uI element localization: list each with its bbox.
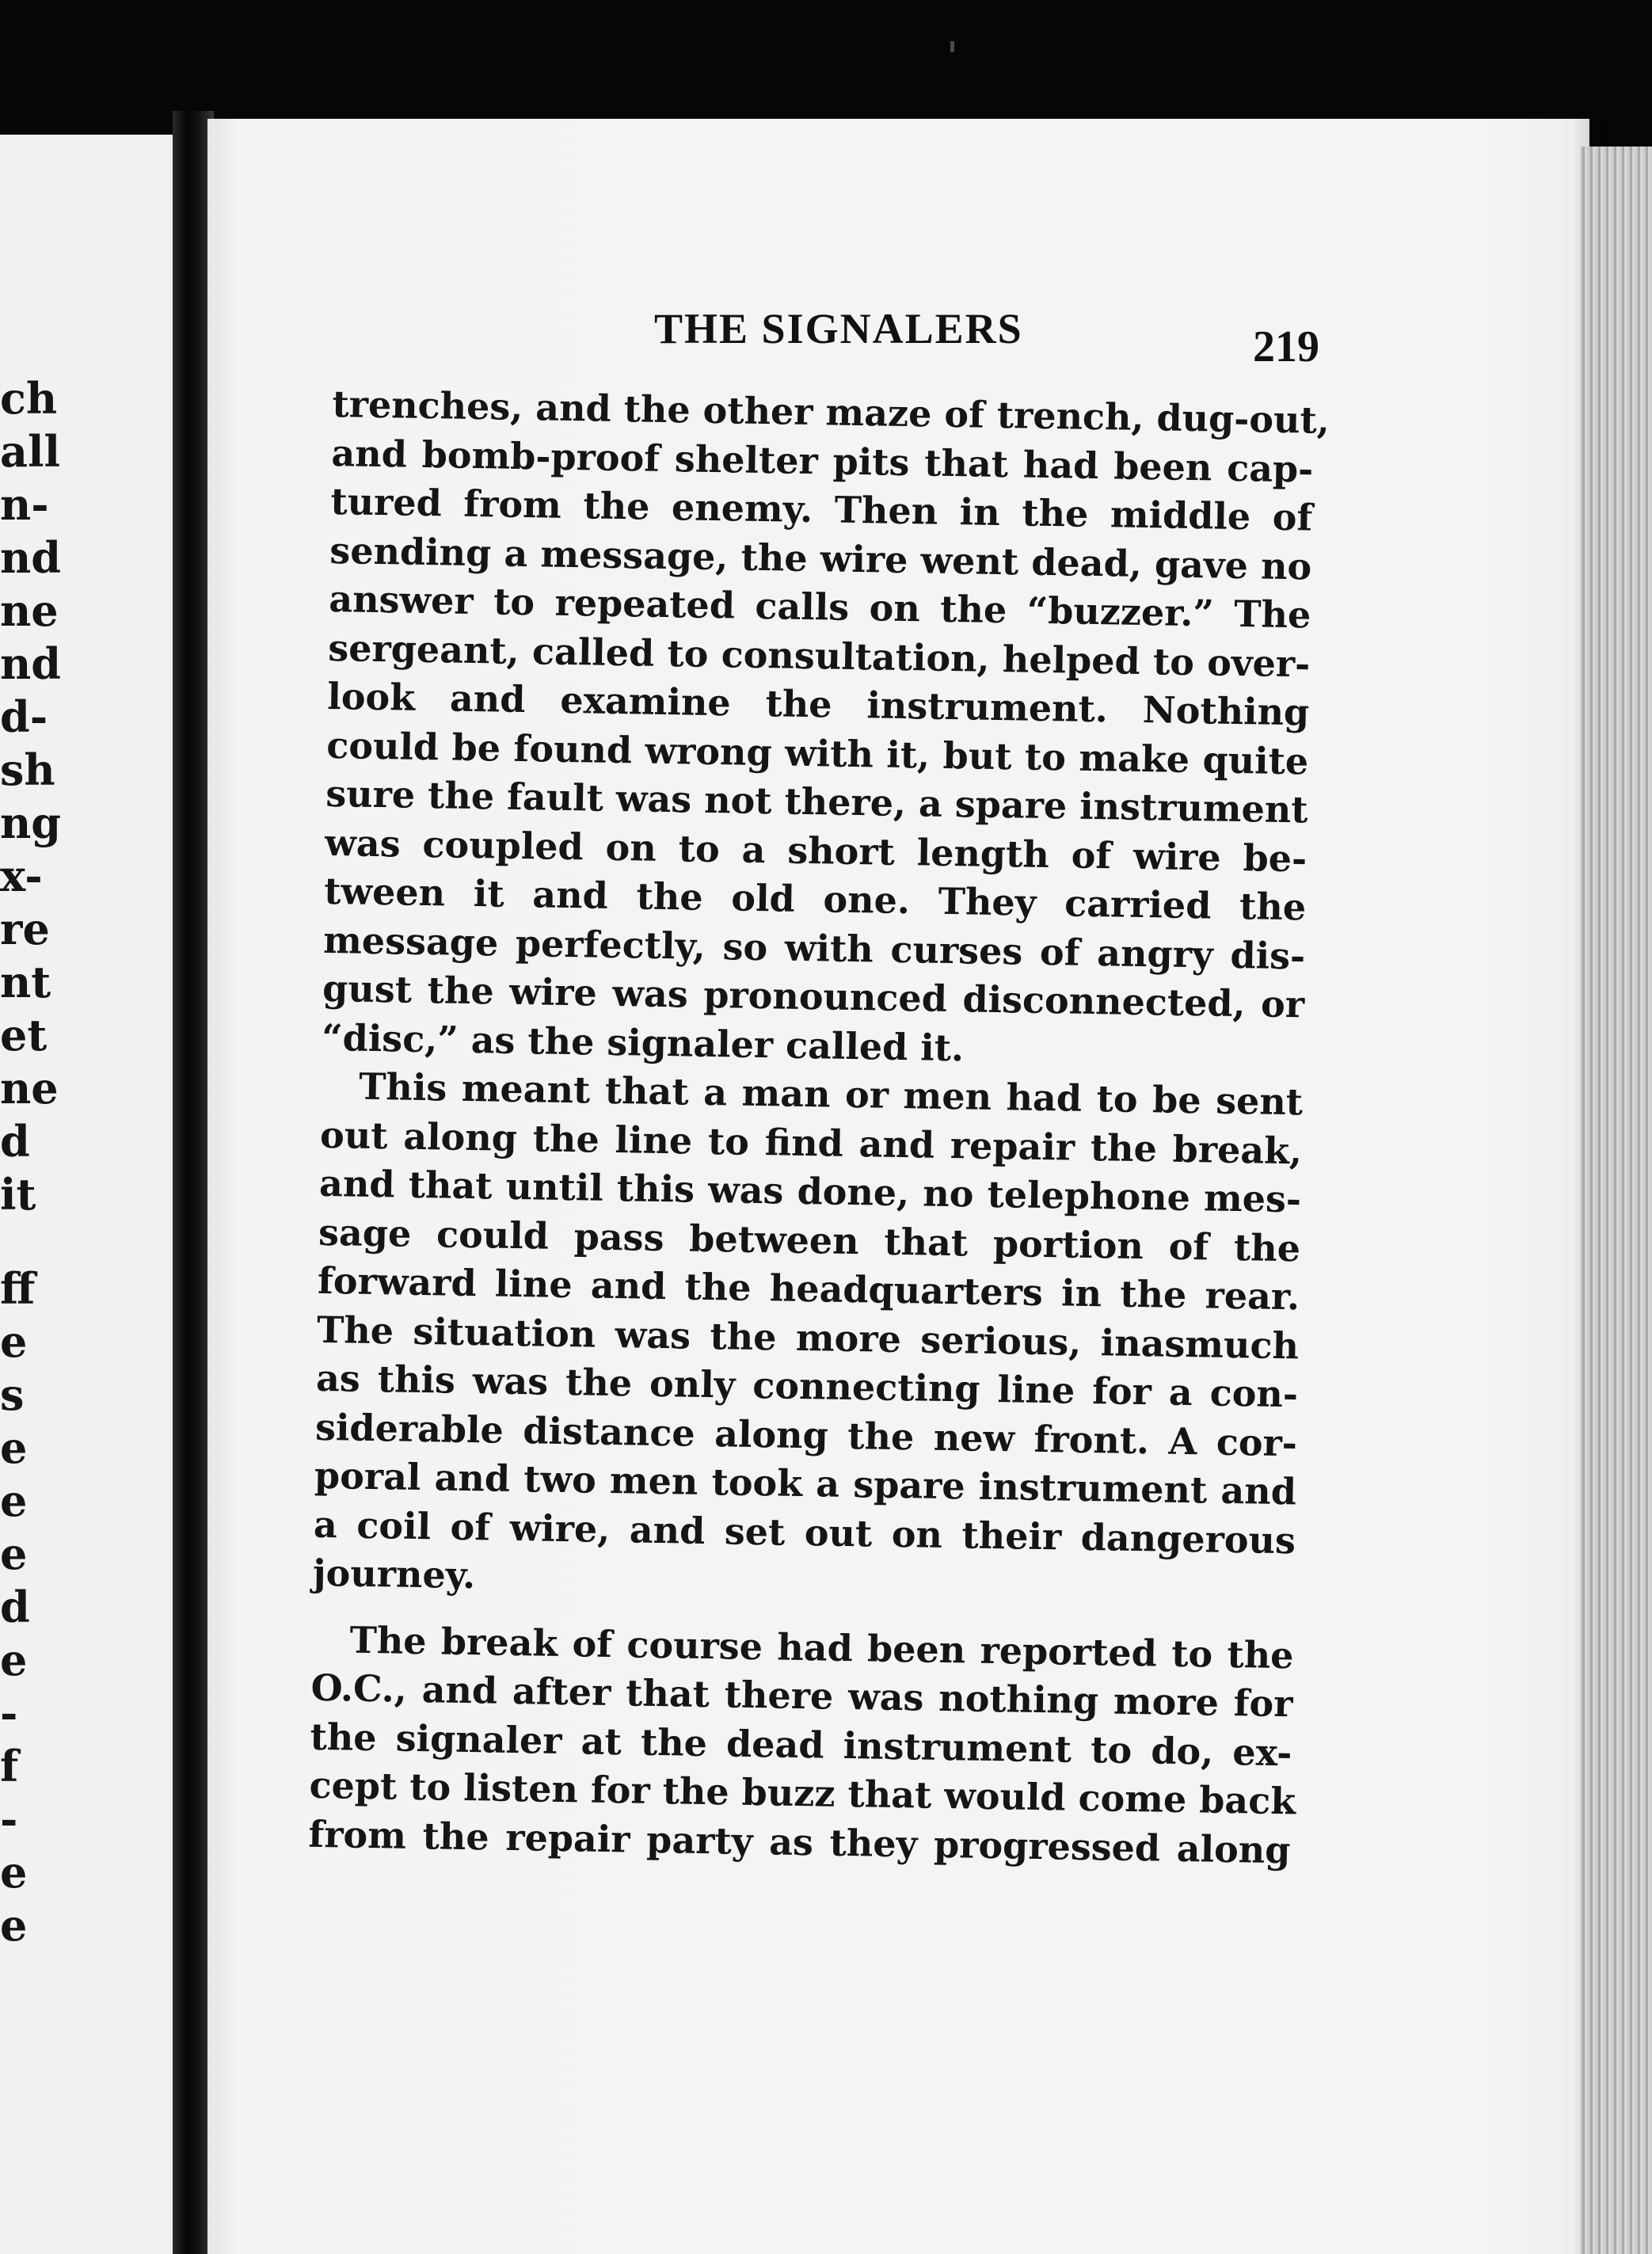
- left-fragment: ng: [0, 798, 62, 848]
- text-line: O.C., and after that there was nothing more for: [310, 1666, 1293, 1726]
- left-fragment: ne: [0, 1063, 59, 1114]
- left-fragment: nd: [0, 532, 62, 583]
- left-fragment: sh: [0, 744, 55, 795]
- left-fragment: e: [0, 1316, 28, 1367]
- text-line: sure the fault was not there, a spare instrument: [325, 771, 1309, 832]
- left-fragment: e: [0, 1529, 28, 1579]
- left-fragment: ch: [0, 373, 58, 424]
- text-line: gust the wire was pronounced disconnected, or: [322, 966, 1305, 1026]
- paragraph: [313, 1062, 1304, 1614]
- left-fragment: e: [0, 1847, 28, 1898]
- text-line: The break of course had been reported to the: [349, 1618, 1294, 1677]
- text-line: message perfectly, so with curses of angry dis-: [322, 918, 1306, 977]
- left-fragment: d: [0, 1582, 30, 1632]
- text-line: out along the line to find and repair the break,: [319, 1113, 1303, 1172]
- left-fragment: et: [0, 1010, 48, 1060]
- text-line: sergeant, called to consultation, helped to over-: [327, 626, 1311, 686]
- left-fragment: -: [0, 1794, 18, 1845]
- left-fragment: it: [0, 1169, 36, 1220]
- paragraph: [321, 380, 1330, 1078]
- left-fragment: e: [0, 1635, 28, 1685]
- paragraph: [308, 1615, 1294, 1875]
- text-line: This meant that a man or men had to be sent: [358, 1064, 1304, 1124]
- running-head: THE SIGNALERS: [654, 305, 1023, 352]
- text-line: forward line and the headquarters in the rear.: [317, 1258, 1300, 1319]
- left-fragment: ff: [0, 1263, 36, 1314]
- left-fragment: d-: [0, 691, 48, 742]
- text-line: the signaler at the dead instrument to do, ex-: [310, 1715, 1292, 1774]
- text-line: trenches, and the other maze of trench, dug-out,: [332, 382, 1330, 442]
- text-line: “disc,” as the signaler called it.: [321, 1015, 965, 1069]
- text-line: poral and two men took a spare instrument and: [314, 1453, 1297, 1513]
- text-line: and bomb-proof shelter pits that had been cap-: [331, 431, 1314, 491]
- text-line: look and examine the instrument. Nothing: [326, 674, 1310, 734]
- left-fragment: -: [0, 1688, 18, 1738]
- text-line: a coil of wire, and set out on their dangerous: [313, 1502, 1296, 1562]
- text-line: tured from the enemy. Then in the middle of: [330, 479, 1313, 539]
- left-page-text-fragments: [0, 372, 182, 1952]
- text-line: cept to listen for the buzz that would come back: [309, 1763, 1296, 1823]
- text-line: was coupled on to a short length of wire be-: [324, 821, 1308, 880]
- text-line: and that until this was done, no telephone mes-: [318, 1161, 1302, 1221]
- text-line: tween it and the old one. They carried the: [323, 869, 1307, 929]
- left-fragment: d: [0, 1116, 30, 1167]
- left-fragment: nd: [0, 638, 62, 689]
- left-fragment: e: [0, 1900, 28, 1951]
- text-line: from the repair party as they progressed along: [308, 1812, 1291, 1871]
- body-text: [308, 380, 1330, 1875]
- left-fragment: n-: [0, 479, 49, 530]
- text-line: The situation was the more serious, inasmuch: [316, 1308, 1300, 1367]
- text-line: sage could pass between that portion of the: [318, 1210, 1301, 1270]
- left-fragment: all: [0, 426, 61, 477]
- left-fragment: re: [0, 904, 50, 954]
- text-line: as this was the only connecting line for a con-: [315, 1356, 1299, 1416]
- text-line: could be found wrong with it, but to make quite: [325, 723, 1309, 782]
- scan-speck: [950, 41, 954, 52]
- text-line: siderable distance along the new front. A cor-: [314, 1405, 1298, 1464]
- left-fragment: x-: [0, 851, 43, 901]
- left-fragment: s: [0, 1369, 25, 1420]
- left-fragment: nt: [0, 957, 51, 1007]
- left-fragment: e: [0, 1475, 28, 1526]
- text-line: sending a message, the wire went dead, gave no: [329, 528, 1312, 588]
- stacked-page-edges: [1580, 147, 1652, 2254]
- left-fragment: ne: [0, 585, 59, 636]
- text-line: answer to repeated calls on the “buzzer.” The: [328, 577, 1311, 637]
- left-fragment: e: [0, 1422, 28, 1473]
- page-number: 219: [1253, 322, 1319, 371]
- left-fragment: f: [0, 1741, 19, 1791]
- text-line: journey.: [312, 1551, 476, 1597]
